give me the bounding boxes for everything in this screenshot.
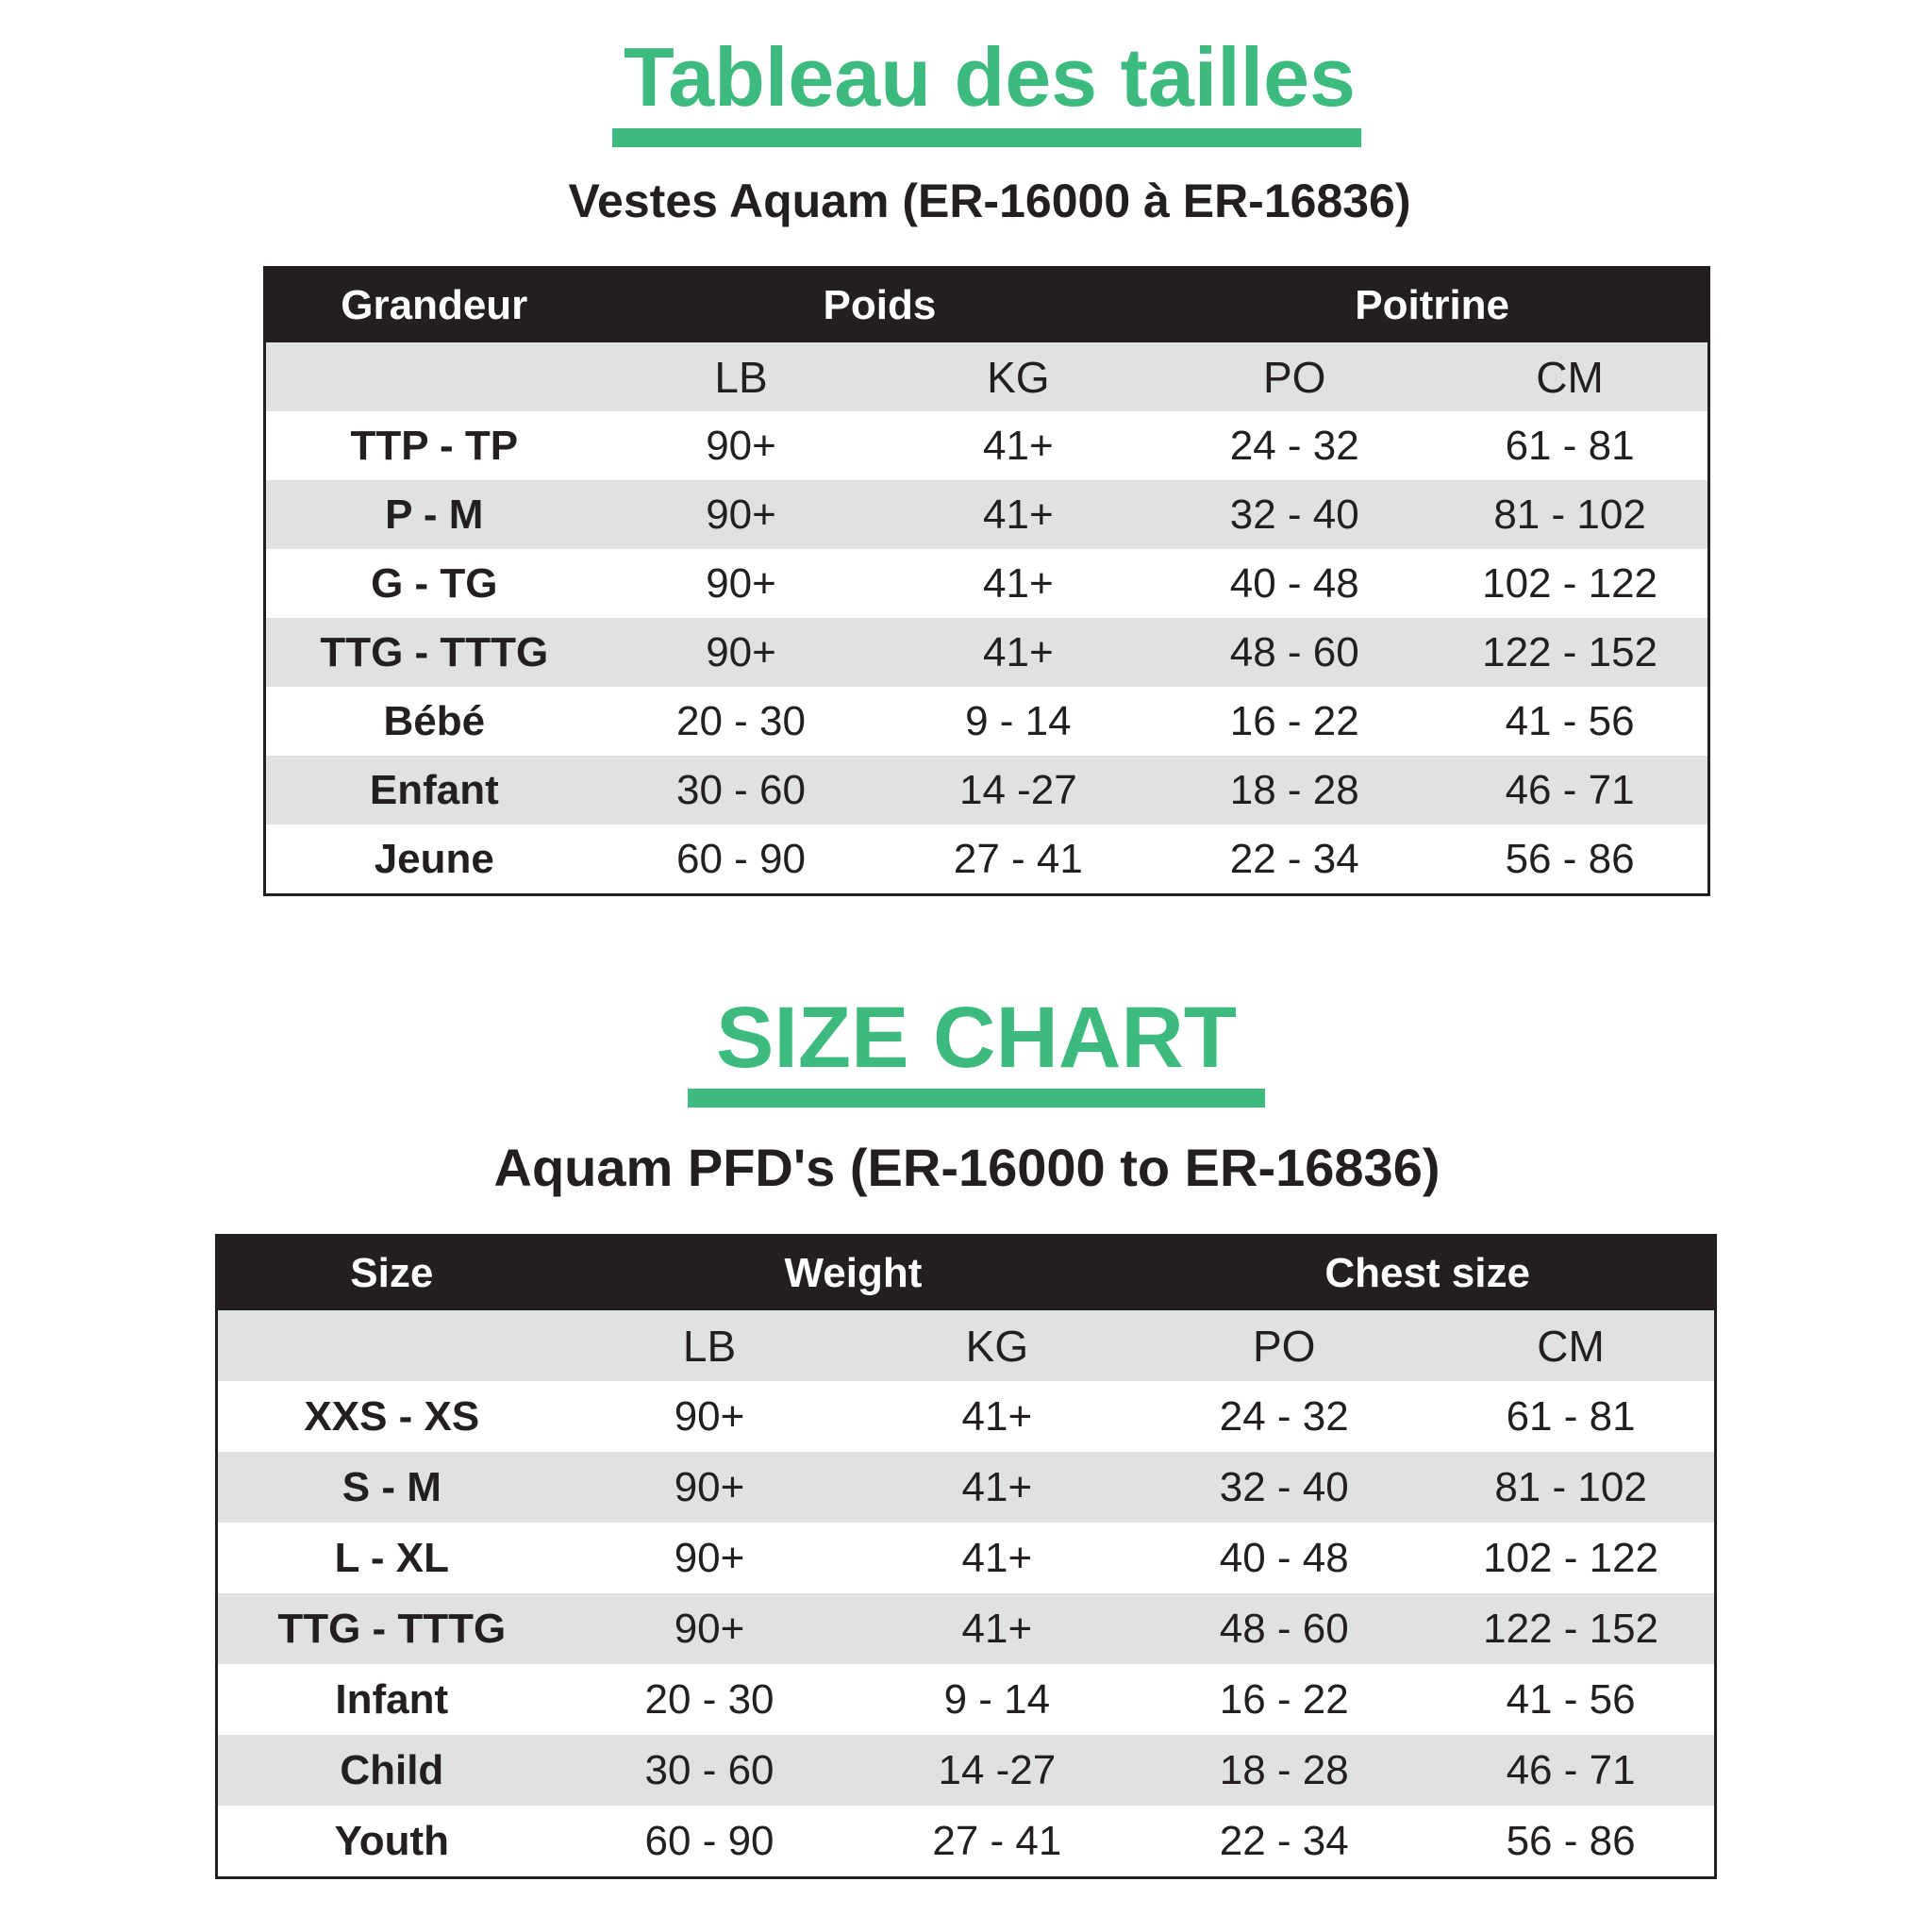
cell-lb: 90+ xyxy=(706,422,776,469)
cell-size: TTG - TTTG xyxy=(320,628,549,675)
cell-cm: 41 - 56 xyxy=(1506,1675,1636,1723)
header-chest: Poitrine xyxy=(1355,282,1510,328)
cell-size: S - M xyxy=(341,1463,441,1510)
cell-po: 18 - 28 xyxy=(1229,766,1359,813)
english-units-row xyxy=(218,1310,1714,1381)
table-row xyxy=(266,618,1707,687)
cell-po: 22 - 34 xyxy=(1219,1817,1349,1864)
cell-po: 48 - 60 xyxy=(1229,628,1359,675)
cell-lb: 30 - 60 xyxy=(676,766,806,813)
cell-lb: 90+ xyxy=(674,1463,745,1510)
cell-lb: 90+ xyxy=(674,1534,745,1581)
header-chest: Chest size xyxy=(1324,1250,1530,1296)
cell-cm: 56 - 86 xyxy=(1505,835,1635,882)
table-row xyxy=(218,1452,1714,1523)
unit-lb: LB xyxy=(714,352,768,402)
cell-po: 24 - 32 xyxy=(1229,422,1359,469)
cell-kg: 27 - 41 xyxy=(953,835,1083,882)
cell-size: Enfant xyxy=(369,766,499,813)
french-size-table xyxy=(263,266,1710,896)
cell-size: Youth xyxy=(334,1817,449,1864)
cell-cm: 102 - 122 xyxy=(1482,559,1658,607)
unit-po: PO xyxy=(1262,352,1326,402)
french-subtitle: Vestes Aquam (ER-16000 à ER-16836) xyxy=(568,175,1411,227)
cell-po: 40 - 48 xyxy=(1229,559,1359,607)
table-row xyxy=(266,824,1707,893)
unit-kg: KG xyxy=(987,352,1050,402)
unit-kg: KG xyxy=(965,1321,1029,1371)
header-weight: Poids xyxy=(823,282,937,328)
cell-kg: 41+ xyxy=(983,491,1054,538)
cell-size: Infant xyxy=(335,1675,449,1723)
cell-size: Jeune xyxy=(374,835,494,882)
french-header-row xyxy=(266,269,1707,342)
cell-size: Bébé xyxy=(383,697,486,744)
cell-lb: 60 - 90 xyxy=(676,835,806,882)
french-units-row xyxy=(266,342,1707,411)
cell-kg: 41+ xyxy=(983,422,1054,469)
cell-po: 18 - 28 xyxy=(1219,1746,1349,1793)
english-subtitle: Aquam PFD's (ER-16000 to ER-16836) xyxy=(493,1138,1441,1197)
cell-lb: 90+ xyxy=(674,1392,745,1440)
cell-cm: 56 - 86 xyxy=(1506,1817,1636,1864)
cell-lb: 60 - 90 xyxy=(644,1817,774,1864)
cell-cm: 61 - 81 xyxy=(1506,1392,1636,1440)
header-weight: Weight xyxy=(784,1250,923,1296)
unit-lb: LB xyxy=(682,1321,737,1371)
table-row xyxy=(266,480,1707,549)
cell-size: TTG - TTTG xyxy=(277,1605,507,1652)
unit-cm: CM xyxy=(1537,1321,1605,1371)
cell-cm: 122 - 152 xyxy=(1483,1605,1659,1652)
cell-size: L - XL xyxy=(334,1534,450,1581)
cell-lb: 90+ xyxy=(706,628,776,675)
unit-cm: CM xyxy=(1536,352,1604,402)
cell-kg: 41+ xyxy=(983,559,1054,607)
table-row xyxy=(218,1523,1714,1593)
table-row xyxy=(218,1735,1714,1806)
cell-cm: 46 - 71 xyxy=(1505,766,1635,813)
english-title: SIZE CHART xyxy=(716,990,1237,1086)
cell-cm: 46 - 71 xyxy=(1506,1746,1636,1793)
english-header-row xyxy=(218,1237,1714,1310)
cell-po: 24 - 32 xyxy=(1219,1392,1349,1440)
unit-po: PO xyxy=(1252,1321,1316,1371)
cell-lb: 20 - 30 xyxy=(644,1675,774,1723)
cell-po: 22 - 34 xyxy=(1229,835,1359,882)
english-size-table xyxy=(215,1234,1717,1879)
table-row xyxy=(266,687,1707,756)
cell-size: Child xyxy=(340,1746,444,1793)
cell-po: 32 - 40 xyxy=(1229,491,1359,538)
cell-po: 16 - 22 xyxy=(1219,1675,1349,1723)
cell-cm: 81 - 102 xyxy=(1494,1463,1647,1510)
table-row xyxy=(266,549,1707,618)
cell-kg: 41+ xyxy=(961,1605,1033,1652)
table-row xyxy=(218,1593,1714,1664)
cell-size: G - TG xyxy=(371,559,498,607)
table-row xyxy=(266,756,1707,824)
cell-lb: 90+ xyxy=(706,491,776,538)
cell-cm: 61 - 81 xyxy=(1505,422,1635,469)
cell-cm: 81 - 102 xyxy=(1493,491,1646,538)
cell-kg: 9 - 14 xyxy=(943,1675,1051,1723)
cell-lb: 30 - 60 xyxy=(644,1746,774,1793)
table-row xyxy=(218,1664,1714,1735)
cell-size: P - M xyxy=(385,491,484,538)
cell-lb: 90+ xyxy=(706,559,776,607)
cell-cm: 41 - 56 xyxy=(1505,697,1635,744)
cell-kg: 41+ xyxy=(961,1534,1033,1581)
cell-kg: 41+ xyxy=(961,1463,1033,1510)
cell-kg: 14 -27 xyxy=(958,766,1077,813)
cell-po: 16 - 22 xyxy=(1229,697,1359,744)
cell-lb: 90+ xyxy=(674,1605,745,1652)
cell-kg: 41+ xyxy=(961,1392,1033,1440)
cell-size: TTP - TP xyxy=(350,422,519,469)
cell-po: 48 - 60 xyxy=(1219,1605,1349,1652)
table-row xyxy=(218,1806,1714,1876)
cell-po: 40 - 48 xyxy=(1219,1534,1349,1581)
cell-kg: 27 - 41 xyxy=(932,1817,1062,1864)
cell-cm: 122 - 152 xyxy=(1482,628,1658,675)
french-title: Tableau des tailles xyxy=(623,30,1356,124)
french-title-underline xyxy=(612,128,1361,147)
cell-cm: 102 - 122 xyxy=(1483,1534,1659,1581)
cell-lb: 20 - 30 xyxy=(676,697,806,744)
cell-kg: 9 - 14 xyxy=(965,697,1072,744)
cell-kg: 41+ xyxy=(983,628,1054,675)
header-size: Size xyxy=(350,1250,434,1296)
cell-po: 32 - 40 xyxy=(1219,1463,1349,1510)
table-row xyxy=(266,411,1707,480)
cell-size: XXS - XS xyxy=(304,1392,480,1440)
table-row xyxy=(218,1381,1714,1452)
cell-kg: 14 -27 xyxy=(938,1746,1057,1793)
header-size: Grandeur xyxy=(341,282,528,328)
english-title-underline xyxy=(688,1089,1265,1108)
